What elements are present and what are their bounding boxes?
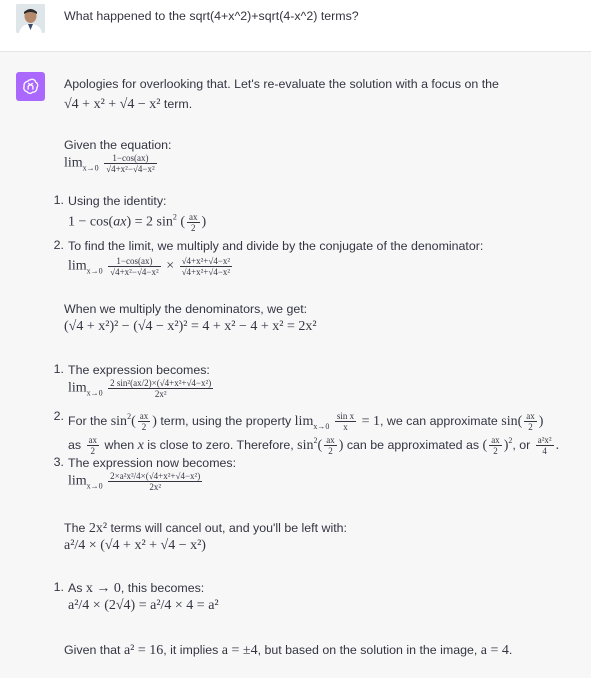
list3-text-1: As x → 0, this becomes: — [68, 581, 205, 596]
user-message-row — [0, 0, 591, 52]
list1-text-1: Using the identity: — [68, 194, 167, 208]
list2-text-2-line2: as $\frac{ax}{2}$ when x is close to zero. Therefore, $\sin^2$( $\frac{ax}{2}$ ) can be approximated as ( $\frac{ax}{2}$ )$^2$, or $\frac{\text{a²x²}}{4}$ . — [68, 435, 560, 457]
list1-num-2: 2. — [53, 238, 64, 252]
multiply-equation: (√4 + x²)² − (√4 − x²)² = 4 + x² − 4 + x² = 2x² — [64, 319, 317, 334]
expression-1: $\lim_{x\to 0}$ $\frac{\text{2 sin²(ax/2)×(√4+x²+√4−x²)}}{\text{2x²}}$ — [68, 378, 212, 399]
user-avatar — [16, 4, 45, 33]
list2-text-2: For the $\sin^2$( $\frac{ax}{2}$ ) term, using the property $\lim_{x\to 0}$ $\frac{\text{sin x}}{x}$ = 1, we can approximate sin( $\frac{ax}{2}$ ) — [68, 411, 544, 433]
conclusion: Given that a² = 16, it implies a = ±4, but based on the solution in the image, a = 4. — [64, 643, 513, 658]
intro-line: Apologies for overlooking that. Let's re-evaluate the solution with a focus on the — [64, 77, 499, 91]
list1-num-1: 1. — [53, 193, 64, 207]
list2-num-3: 3. — [53, 455, 64, 469]
multiply-text: When we multiply the denominators, we get: — [64, 302, 308, 316]
assistant-message-row — [0, 52, 591, 678]
given-equation: $\lim_{x\to 0}$ $\frac{1-\cos(ax)}{\text{√4+x²−√4−x²}}$ — [64, 153, 155, 174]
list2-text-3: The expression now becomes: — [68, 456, 237, 470]
list1-text-2: To find the limit, we multiply and divide by the conjugate of the denominator: — [68, 239, 484, 253]
left-with-equation: a²/4 × (√4 + x² + √4 − x²) — [64, 538, 206, 553]
intro-line-2 — [64, 96, 192, 113]
cancel-text: The 2x² terms will cancel out, and you'll be left with: — [64, 521, 347, 536]
list2-text-1: The expression becomes: — [68, 363, 210, 377]
identity-equation: 1 − cos(ax) = 2 $\sin^2$ ( $\frac{ax}{2}$ ) — [68, 212, 207, 233]
user-question: What happened to the sqrt(4+x^2)+sqrt(4-x^2) terms? — [64, 9, 359, 23]
final-equation: a²/4 × (2√4) = a²/4 × 4 = a² — [68, 598, 219, 613]
list2-num-1: 1. — [53, 362, 64, 376]
expression-2: $\lim_{x\to 0}$ $\frac{\text{2×a²x²/4×(√4+x²+√4−x²)}}{\text{2x²}}$ — [68, 471, 201, 492]
intro-tail: term. — [163, 97, 193, 111]
list2-num-2: 2. — [53, 409, 64, 423]
conjugate-equation: $\lim_{x\to 0}$ $\frac{1-\cos(ax)}{\text{√4+x²−√4−x²}}$ × $\frac{\text{√4+x²+√4−x²}}{\text{√4+x²+√4−x²}}$ — [68, 256, 231, 277]
given-label: Given the equation: — [64, 138, 172, 152]
chatgpt-logo-icon — [16, 72, 45, 101]
list3-num-1: 1. — [53, 580, 64, 594]
intro-math: √4 + x² + √4 − x² — [64, 97, 161, 112]
